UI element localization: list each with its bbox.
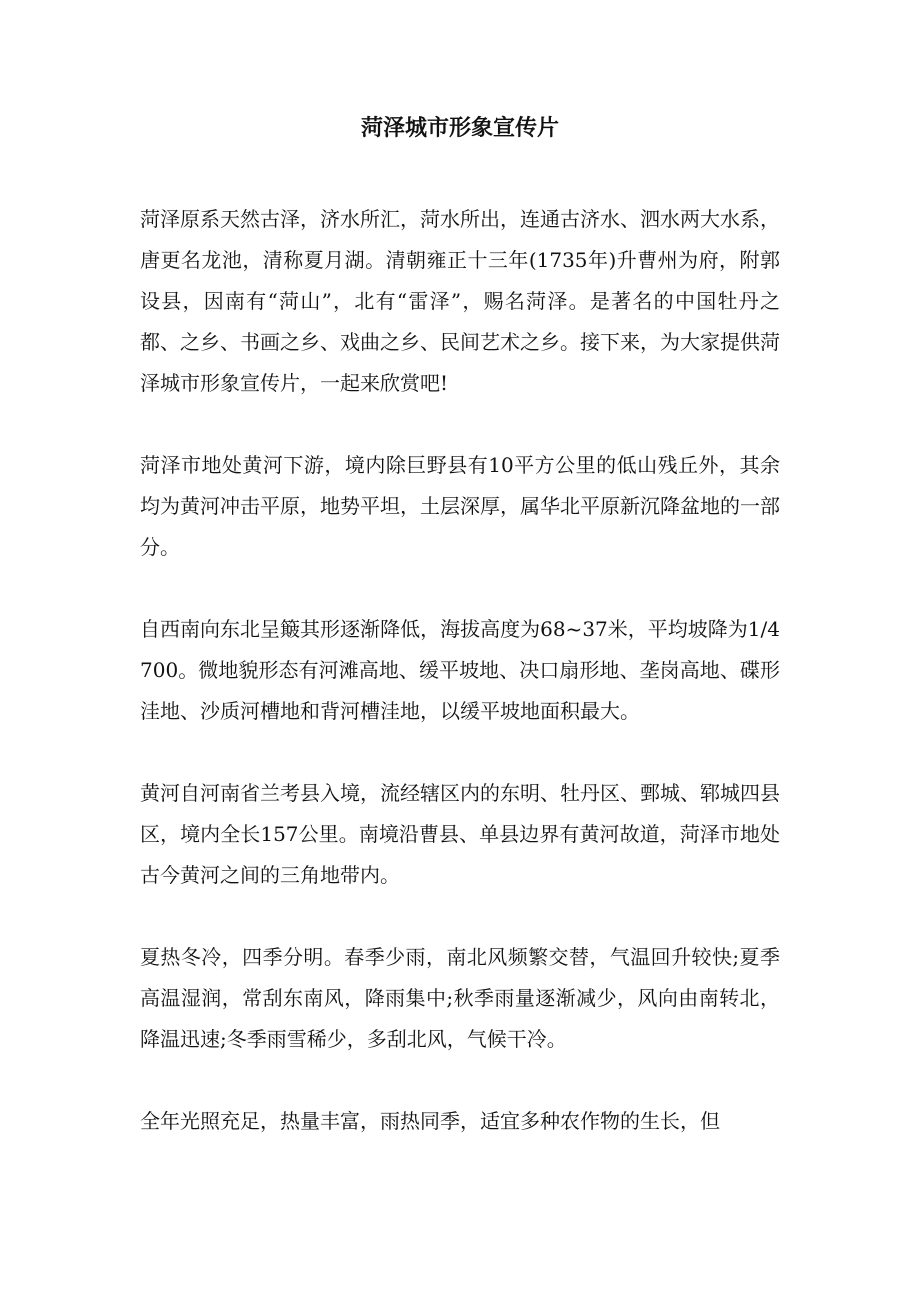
document-body (140, 199, 780, 1183)
paragraph-geography: 菏泽市地处黄河下游，境内除巨野县有10平方公里的低山残丘外，其余均为黄河冲击平原，地势平坦，土层深厚，属华北平原新沉降盆地的一部分。 (140, 453, 780, 559)
document-title: 菏泽城市形象宣传片 (360, 115, 559, 141)
paragraph-intro: 菏泽原系天然古泽，济水所汇，菏水所出，连通古济水、泗水两大水系，唐更名龙池，清称夏月湖。清朝雍正十三年(1735年)升曹州为府，附郭设县，因南有“菏山”，北有“雷泽”，赐名菏泽。是著名的中国牡丹之都、之乡、书画之乡、戏曲之乡、民间艺术之乡。接下来，为大家提供菏泽城市形象宣传片，一起来欣赏吧! (140, 207, 780, 395)
paragraph-yellow-river: 黄河自河南省兰考县入境，流经辖区内的东明、牡丹区、鄄城、郓城四县区，境内全长157公里。南境沿曹县、单县边界有黄河故道，菏泽市地处古今黄河之间的三角地带内。 (140, 781, 780, 887)
paragraph-climate: 夏热冬冷，四季分明。春季少雨，南北风频繁交替，气温回升较快;夏季高温湿润，常刮东南风，降雨集中;秋季雨量逐渐减少，风向由南转北，降温迅速;冬季雨雪稀少，多刮北风，气候干冷。 (140, 945, 780, 1051)
paragraph-sunlight: 全年光照充足，热量丰富，雨热同季，适宜多种农作物的生长，但 (140, 1109, 720, 1133)
paragraph-terrain: 自西南向东北呈簸其形逐渐降低，海拔高度为68~37米，平均坡降为1/4700。微地貌形态有河滩高地、缓平坡地、决口扇形地、垄岗高地、碟形洼地、沙质河槽地和背河槽洼地，以缓平坡地面积最大。 (140, 617, 780, 723)
